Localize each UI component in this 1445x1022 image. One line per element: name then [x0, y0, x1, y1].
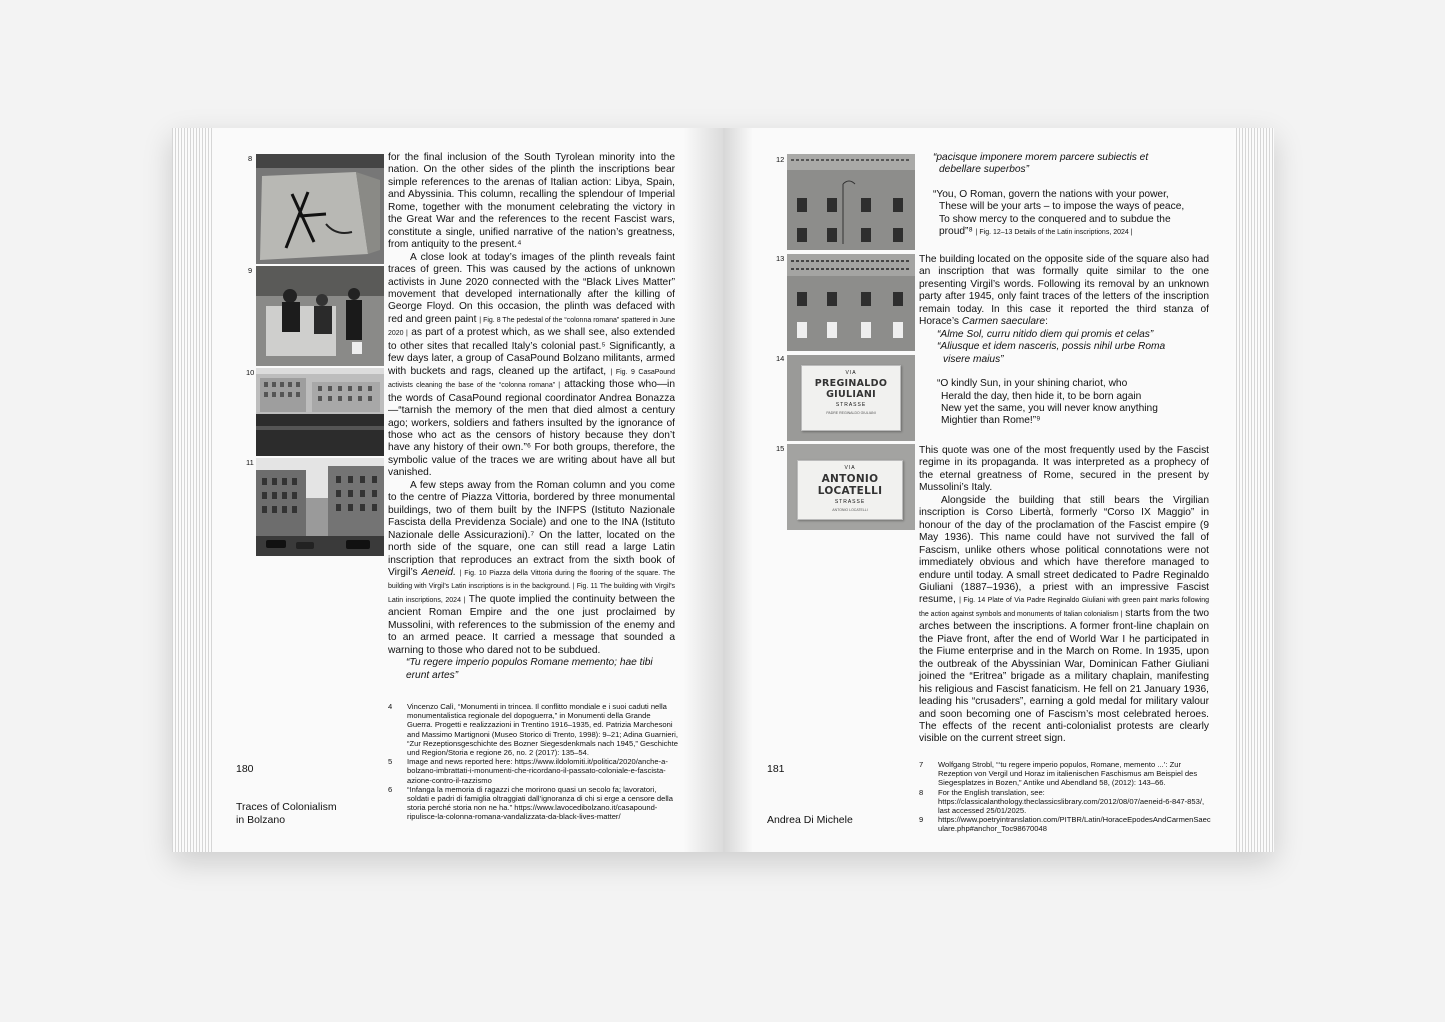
figure-number-14: 14 [776, 354, 785, 363]
left-body-text [388, 152, 675, 682]
figure-14-photo [787, 355, 915, 441]
running-title-left: Traces of Colonialism in Bolzano [236, 801, 337, 826]
left-page [172, 128, 723, 852]
gutter-shadow [683, 128, 723, 852]
translation-horace: “O kindly Sun, in your shining chariot, who Herald the day, then hide it, to be born again New yet the same, you will never know anything Mightier than Rome!”⁹ [937, 378, 1158, 427]
figure-number-8: 8 [248, 154, 253, 163]
right-body-text-1 [919, 254, 1209, 428]
footnote-6: 6 “Infanga la memoria di ragazzi che morirono quasi un secolo fa; lavoratori, soldati e padri di famiglia oltraggiati dall’ignoranza di chi si erge a censore della storia perché storia non ne ha.” https://www.lavocedibolzano.it/casapound-ripulisce-la-colonna-romana-vandalizzata-da-black-lives-matter/ [388, 784, 673, 822]
paragraph: for the final inclusion of the South Tyrolean minority into the nation. On the other sides of the plinth the inscriptions bear simple references to the arenas of Italian action: Libya, Spain, and Abyssinia. This column, recalling the splendour of Imperial Rome, together with the monument celebrating the victory in the Great War and the references to the recent Fascist wars, constitute a single, unified narrative of the nation’s greatness, from antiquity to the present.⁴ [388, 152, 675, 251]
paragraph: This quote was one of the most frequently used by the Fascist regime in its propaganda. It was interpreted as a prophecy of the eternal greatness of Rome, secured in the present by Mussolini’s Italy. [919, 445, 1209, 494]
street-sign-locatelli: VIA ANTONIO LOCATELLI STRASSE ANTONIO LOCATELLI [797, 460, 903, 520]
left-footnotes [388, 702, 678, 822]
latin-quote-virgil: “pacisque imponere morem parcere subiectis et debellare superbos” [933, 152, 1149, 176]
figure-number-9: 9 [248, 266, 253, 275]
figure-15-photo [787, 444, 915, 530]
figure-10-photo [256, 368, 384, 456]
paragraph: Alongside the building that still bears the Virgilian inscription is Corso Libertà, formerly “Corso IX Maggio” in honour of the day of the proclamation of the Fascist empire (9 May 1936). This name could have not survived the fall of Fascism, unlike others whose political connotations were not immediately obvious and which have therefore managed to endure until today. A small street dedicated to Padre Reginaldo Giuliani (1887–1936), a priest with an impressive Fascist resume, | Fig. 14 Plate of Via Padre Reginaldo Giuliani with green paint marks following the action against symbols and monuments of Italian colonialism | starts from the two arches between the inscriptions. A former front-line chaplain on the Piave front, after the end of World War I he participated in the Fiume enterprise and in the March on Rome. In 1935, upon the outbreak of the Abyssinian War, Dominican Father Giuliani joined the “Eritrea” brigade as a military chaplain, manifesting his religious and Fascist fanaticism. He fell on 21 January 1936, leading his “crusaders”, earning a gold medal for military valour and soon becoming one of Fascism’s most celebrated heroes. The effects of the recent anti-colonialist protests are clearly visible on the current street sign. [919, 494, 1210, 745]
footnote-5: 5 Image and news reported here: https://www.ildolomiti.it/politica/2020/anche-a-bolzano-imbrattati-i-monumenti-che-ricordano-il-passato-coloniale-e-fascista-azione-contro-il-razzismo [388, 757, 668, 785]
right-footnotes [919, 760, 1211, 834]
translation-virgil: “You, O Roman, govern the nations with your power, These will be your arts – to impose the ways of peace, To show mercy to the conquered and to subdue the proud”⁸ | Fig. 12–13 Details of the Latin inscriptions, 2024 | [933, 188, 1185, 238]
figure-number-11: 11 [246, 458, 254, 467]
figure-12-13-caption: | Fig. 12–13 Details of the Latin inscriptions, 2024 | [975, 229, 1133, 237]
figure-13-photo [787, 254, 915, 351]
figure-12-photo [787, 154, 915, 250]
paragraph: A close look at today’s images of the plinth reveals faint traces of green. This was caused by the actions of unknown activists in June 2020 connected with the “Black Lives Matter” movement that developed internationally after the killing of George Floyd. On this occasion, the plinth was defaced with red and green paint | Fig. 8 The pedestal of the “colonna romana” spattered in June 2020 | as part of a protest which, as we shall see, also extended to other sites that recalled Italy’s colonial past.⁵ Significantly, a few days later, a group of CasaPound Bolzano militants, armed with buckets and rags, cleaned up the artifact, | Fig. 9 CasaPound activists cleaning the base of the “colonna romana” | attacking those who—in the words of CasaPound regional coordinator Andrea Bonazza—“tarnish the memory of the men that died almost a century ago; workers, soldiers and fathers insulted by the ignorance of those who act as the censors of history because they don’t have any history of their own.”⁶ For both groups, therefore, the symbolic value of the traces we are writing about have all but vanished. [388, 251, 675, 479]
right-body-text-2 [919, 445, 1209, 746]
figure-8-photo [256, 154, 384, 264]
figure-number-15: 15 [776, 444, 785, 453]
figure-number-12: 12 [776, 155, 785, 164]
figure-8-caption: | Fig. 8 The pedestal of the “colonna romana” spattered in June 2020 | [388, 316, 675, 338]
right-page [723, 128, 1274, 852]
footnote-8: 8 For the English translation, see: https://classicalanthology.theclassicslibrary.com/2012/08/07/aeneid-6-847-853/, last accessed 25/01/2025. [919, 787, 1205, 816]
figure-11-photo [256, 458, 384, 556]
figure-number-13: 13 [776, 254, 785, 263]
latin-quote-horace: “Alme Sol, curru nitido diem qui promis et celas” “Aliusque et idem nasceris, possis nihil urbe Roma visere maius” [937, 328, 1166, 365]
figure-9-caption: | Fig. 9 CasaPound activists cleaning the base of the “colonna romana” | [388, 368, 675, 390]
paragraph: The building located on the opposite side of the square also had an inscription that was formally quite similar to the one presenting Virgil’s words. Following its removal by an unknown party after 1945, only faint traces of the letters of the inscription remain today. In this case it reported the third stanza of Horace’s Carmen saeculare: [919, 254, 1209, 328]
latin-quote: “Tu regere imperio populos Romane memento; hae tibi erunt artes” [406, 657, 653, 681]
page-edges-left [172, 128, 212, 852]
running-title-right: Andrea Di Michele [767, 814, 853, 826]
figure-number-10: 10 [246, 368, 255, 377]
footnote-4: 4 Vincenzo Calì, “Monumenti in trincea. Il conflitto mondiale e i suoi caduti nella monumentalistica regionale del dopoguerra,” in Monumenti della Grande Guerra. Progetti e realizzazioni in Trentino 1916–1935, ed. Patrizia Marchesoni and Massimo Martignoni (Museo Storico di Trento, 1998): 9–21; Adina Guarnieri, “Zur Rezeptionsgeschichte des Bozner Siegesdenkmals nach 1945,” Geschichte und Region/Storia e regione 26, no. 2 (2017): 135–54. [388, 702, 678, 758]
page-edges-right [1234, 128, 1274, 852]
gutter-shadow [723, 128, 753, 852]
right-quote-block [921, 152, 1211, 240]
page-number-left: 180 [236, 763, 254, 775]
footnote-7: 7 Wolfgang Strobl, “‘tu regere imperio populos, Romane, memento ...’: Zur Rezeption von Vergil und Horaz im italienischen Faschismus am Beispiel des Siegesplatzes in Bozen,” Antike und Abendland 58, (2012): 143–66. [919, 760, 1198, 788]
figure-9-photo [256, 266, 384, 366]
footnote-9: 9 https://www.poetryintranslation.com/PITBR/Latin/HoraceEpodesAndCarmenSaeculare.php#anchor_Toc98670048 [919, 815, 1211, 834]
paragraph: A few steps away from the Roman column and you come to the centre of Piazza Vittoria, bordered by three monumental buildings, two of them built by the INFPS (Istituto Nazionale Fascista della Previdenza Sociale) and one to the INA (Istituto Nazionale delle Assicurazioni).⁷ On the latter, located on the north side of the square, one can still read a large Latin inscription that reproduces an extract from the sixth book of Virgil’s Aeneid. | Fig. 10 Piazza della Vittoria during the flooring of the square. The building with Virgil’s Latin inscriptions is in the background. | Fig. 11 The building with Virgil’s Latin inscriptions, 2024 | The quote implied the continuity between the ancient Roman Empire and the one just proclaimed by Mussolini, with references to the submission of the enemy and to an armed peace. It carried a message that sounded a warning to those who dared not to be subdued. [388, 479, 675, 656]
figure-10-11-caption: | Fig. 10 Piazza della Vittoria during the flooring of the square. The building with Virgil’s Latin inscriptions is in the background. | Fig. 11 The building with Virgil’s Latin inscriptions, 2024 | [388, 569, 675, 604]
page-number-right: 181 [767, 763, 785, 775]
street-sign-giuliani: VIA PREGINALDO GIULIANI STRASSE PADRE REGINALDO GIULIANI [801, 365, 901, 431]
book-spread [172, 128, 1274, 852]
figure-14-caption: | Fig. 14 Plate of Via Padre Reginaldo Giuliani with green paint marks following the action against symbols and monuments of Italian colonialism | [919, 597, 1209, 618]
